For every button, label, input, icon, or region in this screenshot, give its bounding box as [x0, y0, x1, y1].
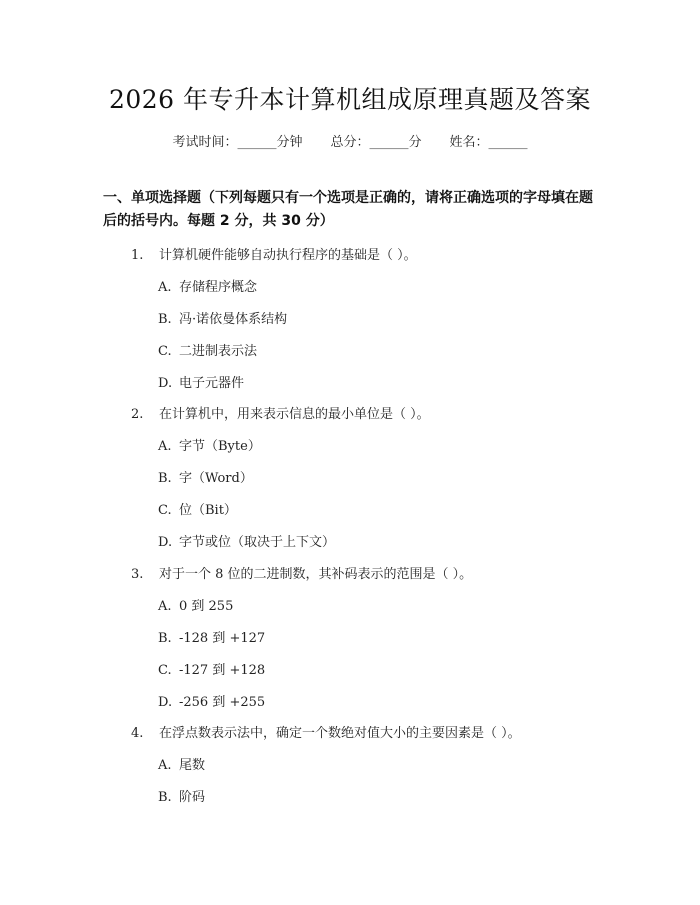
question-1-option-b	[158, 308, 287, 327]
option-letter: A.	[158, 599, 172, 614]
question-number: 2.	[131, 407, 144, 422]
option-letter: A.	[158, 758, 172, 773]
option-letter: B.	[158, 631, 172, 646]
question-4	[131, 722, 521, 741]
option-text: 尾数	[179, 758, 206, 773]
name-field: 姓名：______	[449, 135, 528, 150]
option-text: 二进制表示法	[179, 344, 258, 359]
question-2-option-b	[158, 467, 253, 486]
question-4-option-b	[158, 786, 205, 805]
question-1-option-d	[158, 372, 244, 391]
option-letter: B.	[158, 790, 172, 805]
option-text: 字节或位（取决于上下文）	[179, 535, 336, 550]
option-letter: A.	[158, 439, 172, 454]
question-number: 4.	[131, 726, 144, 741]
question-1-option-c	[158, 340, 257, 359]
option-text: 位（Bit）	[179, 503, 237, 518]
question-2-option-c	[158, 499, 237, 518]
question-1-option-a	[158, 276, 257, 295]
total-score-field: 总分：______分	[330, 135, 422, 150]
option-letter: B.	[158, 471, 172, 486]
exam-meta	[0, 131, 700, 150]
option-letter: D.	[158, 376, 173, 391]
question-2	[131, 403, 430, 422]
exam-time-field: 考试时间：______分钟	[172, 135, 303, 150]
question-number: 1.	[131, 248, 144, 263]
question-4-option-a	[158, 754, 205, 773]
question-text: 在计算机中，用来表示信息的最小单位是（ ）。	[159, 407, 430, 422]
option-text: 字（Word）	[179, 471, 253, 486]
question-3-option-c	[158, 659, 265, 678]
option-letter: A.	[158, 280, 172, 295]
question-2-option-a	[158, 435, 261, 454]
section-heading: 一、单项选择题（下列每题只有一个选项是正确的，请将正确选项的字母填在题后的括号内。每题 2 分，共 30 分）	[103, 190, 593, 229]
option-letter: B.	[158, 312, 172, 327]
question-text: 计算机硬件能够自动执行程序的基础是（ ）。	[159, 248, 417, 263]
option-text: 电子元器件	[179, 376, 245, 391]
option-letter: D.	[158, 535, 173, 550]
page-title: 2026 年专升本计算机组成原理真题及答案	[108, 85, 592, 114]
question-text: 在浮点数表示法中，确定一个数绝对值大小的主要因素是（ ）。	[159, 726, 521, 741]
option-text: -128 到 +127	[179, 631, 266, 646]
question-3-option-a	[158, 595, 233, 614]
option-letter: C.	[158, 344, 172, 359]
option-text: 存储程序概念	[179, 280, 258, 295]
option-text: 阶码	[179, 790, 206, 805]
option-letter: C.	[158, 503, 172, 518]
question-2-option-d	[158, 531, 335, 550]
question-3	[131, 563, 472, 582]
question-text: 对于一个 8 位的二进制数，其补码表示的范围是（ ）。	[159, 567, 473, 582]
option-text: 0 到 255	[179, 599, 234, 614]
question-1	[131, 244, 417, 263]
option-text: -256 到 +255	[179, 695, 266, 710]
option-text: 冯·诺依曼体系结构	[179, 312, 288, 327]
question-number: 3.	[131, 567, 144, 582]
question-3-option-d	[158, 691, 265, 710]
question-3-option-b	[158, 627, 265, 646]
option-letter: C.	[158, 663, 172, 678]
option-letter: D.	[158, 695, 173, 710]
option-text: 字节（Byte）	[179, 439, 261, 454]
option-text: -127 到 +128	[179, 663, 266, 678]
